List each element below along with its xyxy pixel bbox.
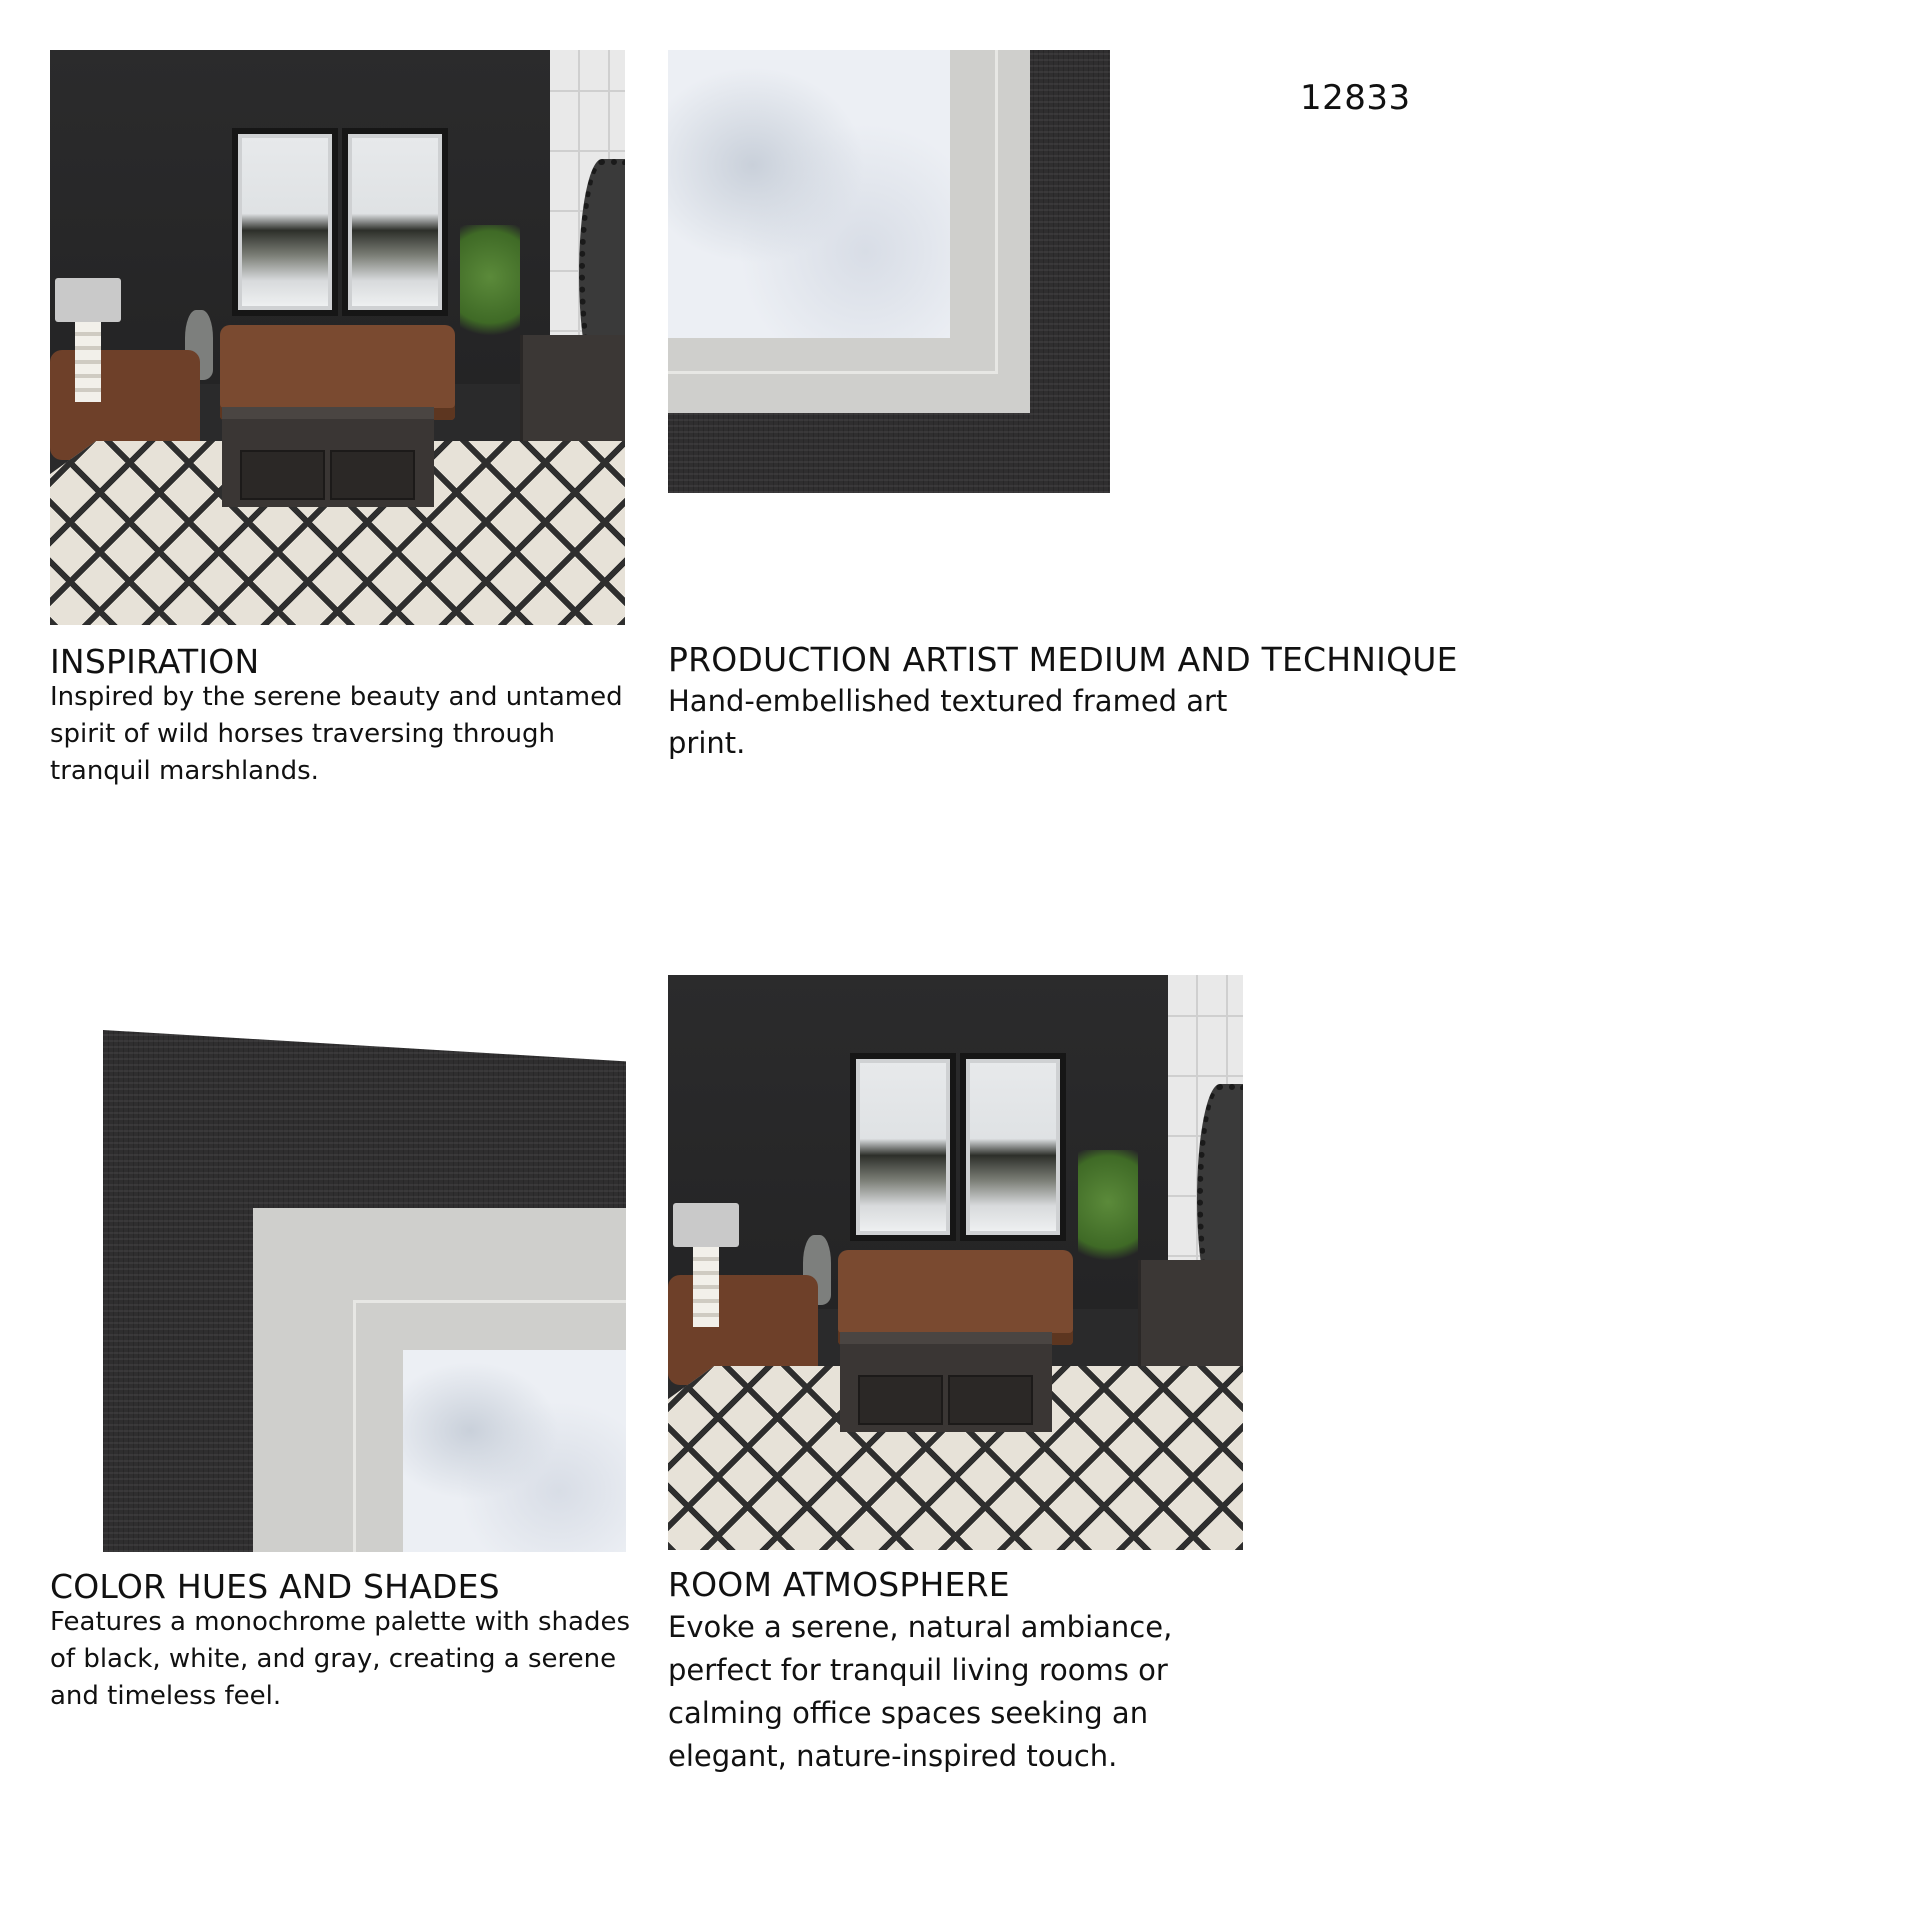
leather-sofa: [838, 1250, 1073, 1345]
room-scene-image-2: [668, 975, 1243, 1550]
production-text-line-2: print.: [668, 726, 746, 760]
coffee-table-drawer: [330, 450, 415, 500]
atmosphere-text-line-3: calming office spaces seeking an: [668, 1696, 1149, 1730]
atmosphere-text-line-1: Evoke a serene, natural ambiance,: [668, 1610, 1173, 1644]
table-lamp-shade: [55, 278, 121, 322]
production-text-line-1: Hand-embellished textured framed art: [668, 684, 1228, 718]
inspiration-heading: INSPIRATION: [50, 642, 260, 681]
room-scene-image: [50, 50, 625, 625]
frame-corner-detail-image: [668, 50, 1110, 493]
production-heading: PRODUCTION ARTIST MEDIUM AND TECHNIQUE: [668, 640, 1458, 679]
fiddle-leaf-plant: [460, 225, 520, 355]
art-print-detail: [668, 50, 950, 338]
framed-art-left: [850, 1053, 956, 1241]
table-lamp-shade: [673, 1203, 739, 1247]
leather-sofa: [220, 325, 455, 420]
color-heading: COLOR HUES AND SHADES: [50, 1567, 500, 1606]
atmosphere-text-line-4: elegant, nature-inspired touch.: [668, 1739, 1118, 1773]
coffee-table-drawer: [858, 1375, 943, 1425]
coffee-table-drawer: [240, 450, 325, 500]
atmosphere-text-line-2: perfect for tranquil living rooms or: [668, 1653, 1168, 1687]
table-lamp-base: [75, 322, 101, 402]
coffee-table-drawer: [948, 1375, 1033, 1425]
fiddle-leaf-plant: [1078, 1150, 1138, 1280]
art-print-detail: [403, 1350, 626, 1552]
frame-corner-closeup-image: [103, 1030, 626, 1552]
product-id: 12833: [1300, 78, 1411, 118]
color-text: Features a monochrome palette with shades of black, white, and gray, creating a serene and timeless feel.: [50, 1607, 630, 1711]
inspiration-text: Inspired by the serene beauty and untamed spirit of wild horses traversing through tranquil marshlands.: [50, 682, 623, 786]
framed-art-right: [960, 1053, 1066, 1241]
atmosphere-heading: ROOM ATMOSPHERE: [668, 1565, 1010, 1604]
framed-art-right: [342, 128, 448, 316]
table-lamp-base: [693, 1247, 719, 1327]
framed-art-left: [232, 128, 338, 316]
